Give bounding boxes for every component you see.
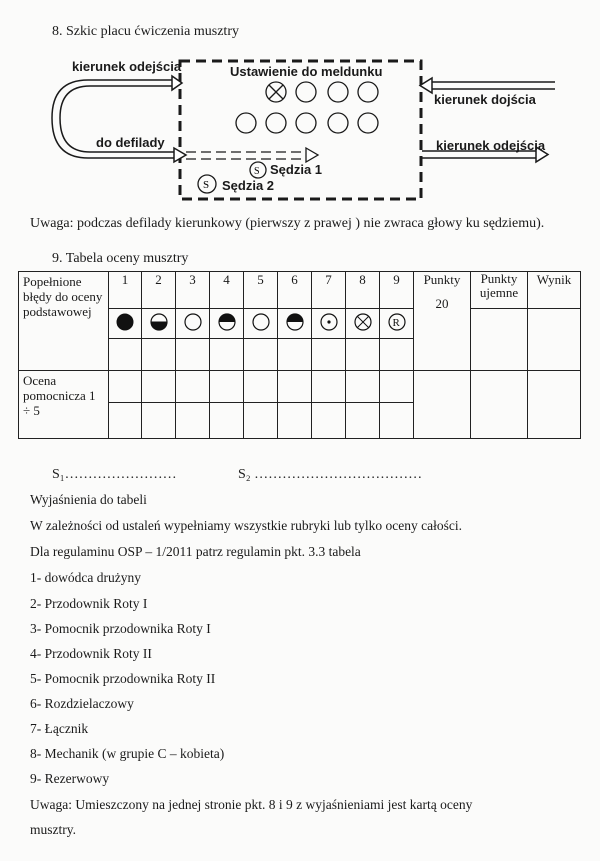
svg-text:R: R [392,317,400,329]
label-report-formation: Ustawienie do meldunku [230,64,383,79]
marker-cell-1 [109,309,142,339]
wynik-header: Wynik [528,272,581,309]
marker-cell-8 [346,309,380,339]
list-item: 8- Mechanik (w grupie C – kobieta) [30,746,225,761]
crossed-circle-icon [354,313,372,331]
label-exit-right: kierunek odejścia [436,138,546,153]
list-item: 4- Przodownik Roty II [30,646,152,661]
marker-cell-7 [312,309,346,339]
formation-circle [358,113,378,133]
label-parade: do defilady [96,135,165,150]
label-exit-left: kierunek odejścia [72,59,182,74]
row-label-auxiliary: Ocena pomocnicza 1 ÷ 5 [19,371,109,439]
field-boundary [180,61,421,199]
label-entry-right: kierunek dojścia [434,92,536,107]
marker-cell-4 [210,309,244,339]
punkty-cell [414,272,471,371]
judge-2-symbol: S [203,179,210,191]
formation-circle [236,113,256,133]
formation-circle [266,113,286,133]
entry-arrow-shaft [430,82,555,89]
list-item: 1- dowódca drużyny [30,570,141,585]
marker-cell-2 [142,309,176,339]
section-9-heading: 9. Tabela oceny musztry [52,251,189,266]
aux-wynik-cell [528,371,581,439]
list-item: 7- Łącznik [30,721,89,736]
signature-judge-1: S₁…………………… [52,467,177,482]
punkty-label: Punkty [423,272,461,287]
section-8-note: Uwaga: podczas defilady kierunkowy (pierwszy z prawej ) nie zwraca głowy ku sędziemu). [30,216,545,231]
punkty-value: 20 [435,296,449,311]
aux-punkty-cell [414,371,471,439]
empty-circle-icon [252,313,270,331]
formation-circle [328,113,348,133]
punkty-ujemne-header: Punkty ujemne [471,272,528,309]
punkty-ujemne-value-cell [471,309,528,371]
marker-cell-9 [380,309,414,339]
col-header-5: 5 [244,272,278,309]
col-header-6: 6 [278,272,312,309]
col-header-9: 9 [380,272,414,309]
col-header-2: 2 [142,272,176,309]
explanations-line-1: W zależności od ustaleń wypełniamy wszystkie rubryki lub tylko oceny całości. [30,518,463,533]
col-header-4: 4 [210,272,244,309]
list-item: 3- Pomocnik przodownika Roty I [30,621,211,636]
col-header-1: 1 [109,272,142,309]
arrowhead-parade-end [306,148,318,162]
col-header-7: 7 [312,272,346,309]
aux-ujemne-cell [471,371,528,439]
explanations-line-2: Dla regulaminu OSP – 1/2011 patrz regulamin pkt. 3.3 tabela [30,544,361,559]
list-item: 5- Pomocnik przodownika Roty II [30,671,216,686]
formation-circle [328,82,348,102]
marker-cell-6 [278,309,312,339]
list-item: 2- Przodownik Roty I [30,596,148,611]
top-half-filled-circle-icon [286,313,304,331]
final-note-line-1: Uwaga: Umieszczony na jednej stronie pkt. 8 i 9 z wyjaśnieniami jest kartą oceny [30,797,473,812]
label-judge-1: Sędzia 1 [270,162,323,177]
bottom-half-filled-circle-icon [150,313,168,331]
top-half-filled-circle-icon [218,313,236,331]
row-label-errors: Popełnione błędy do oceny podstawowej [19,272,109,371]
col-header-3: 3 [176,272,210,309]
label-judge-2: Sędzia 2 [222,178,275,193]
marker-cell-3 [176,309,210,339]
formation-circle [358,82,378,102]
drill-field-diagram [0,0,600,215]
final-note-line-2: musztry. [30,822,76,837]
wynik-value-cell [528,309,581,371]
formation-circle [296,82,316,102]
marker-cell-5 [244,309,278,339]
section-8-heading: 8. Szkic placu ćwiczenia musztry [52,24,239,39]
judge-1-symbol: S [254,166,260,177]
score-table [18,271,581,439]
signature-judge-2: S₂ ……………………………… [238,467,423,482]
list-item: 6- Rozdzielaczowy [30,696,134,711]
filled-circle-icon [116,313,134,331]
dot-circle-icon [320,313,338,331]
reserve-r-circle-icon [387,313,407,331]
explanations-title: Wyjaśnienia do tabeli [30,492,147,507]
list-item: 9- Rezerwowy [30,771,110,786]
col-header-8: 8 [346,272,380,309]
formation-circle [296,113,316,133]
empty-circle-icon [184,313,202,331]
